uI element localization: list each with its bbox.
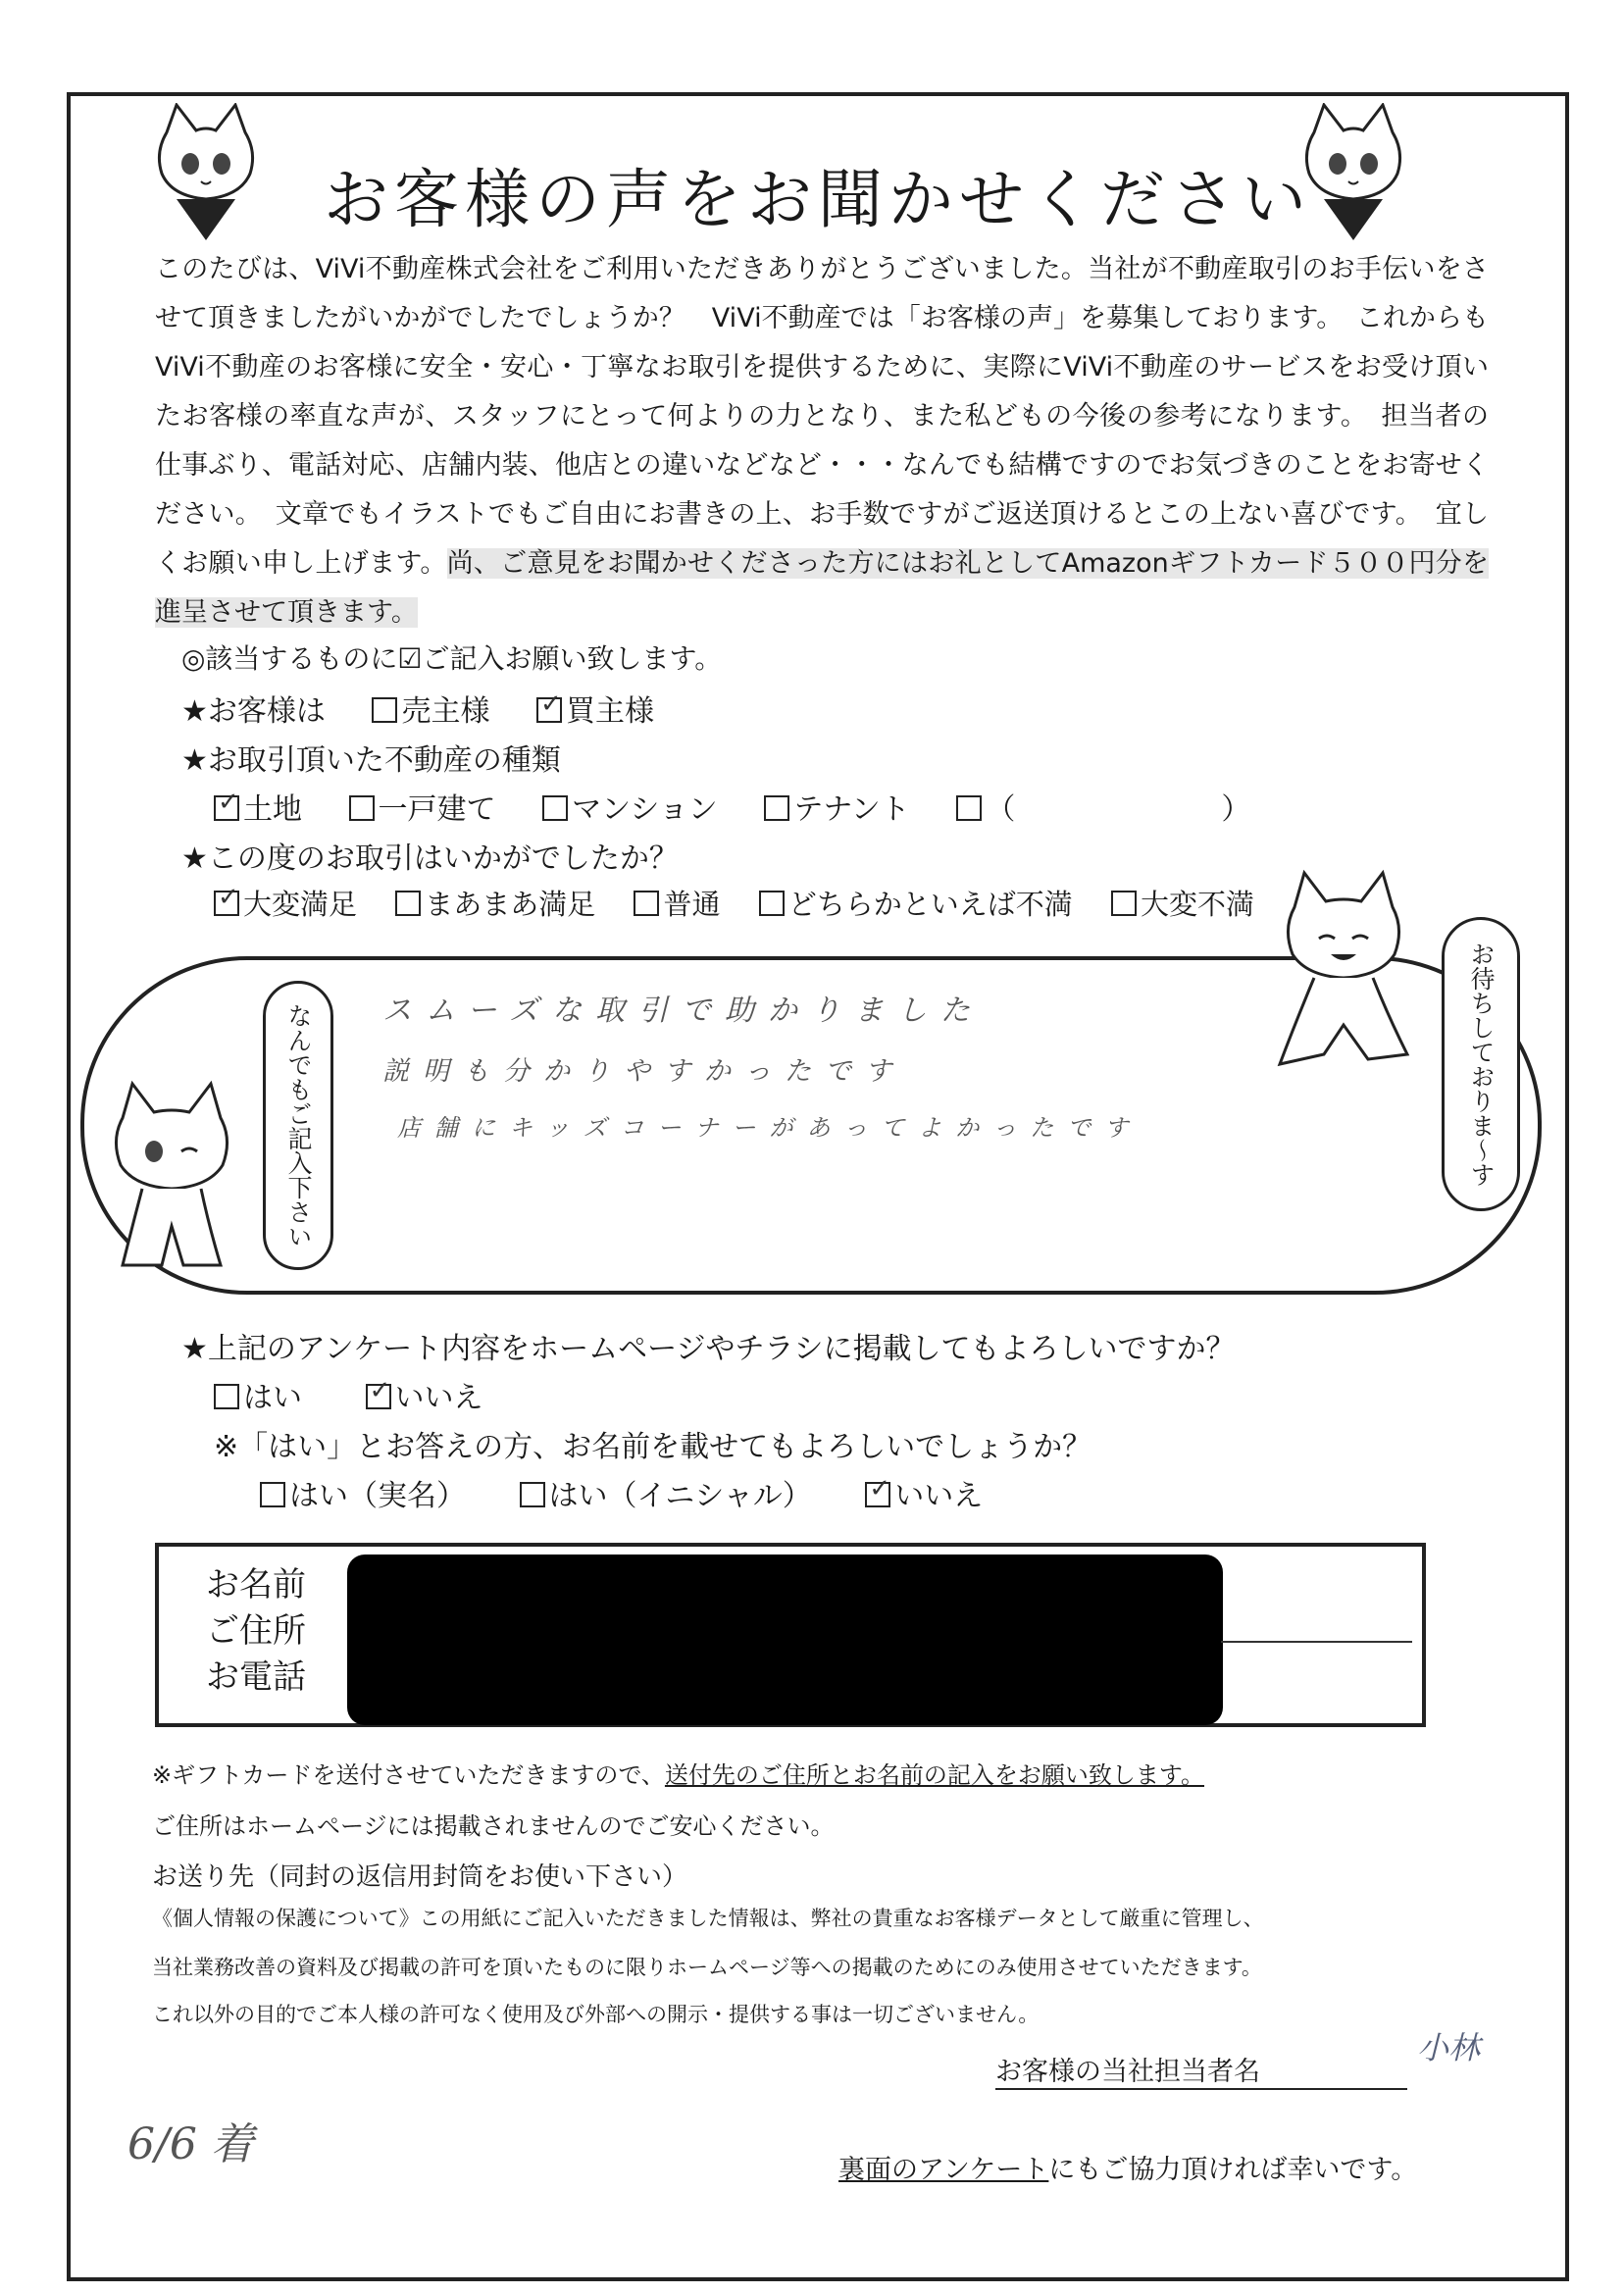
q1-label: ★お客様は xyxy=(181,694,326,729)
q4-label: ★上記のアンケート内容をホームページやチラシに掲載してもよろしいですか？ xyxy=(181,1332,1236,1366)
address-line xyxy=(1221,1641,1412,1643)
privacy-line-3: これ以外の目的でご本人様の許可なく使用及び外部への開示・提供する事は一切ございません。 xyxy=(152,2003,1040,2026)
q5-option-initials[interactable] xyxy=(520,1471,812,1514)
received-date: 6/6 着 xyxy=(127,2119,254,2169)
checkbox-checked[interactable] xyxy=(214,891,239,916)
intro-body: このたびは、ViVi不動産株式会社をご利用いただきありがとうございました。当社が不動産取引のお手伝いをさせて頂きましたがいかがでしたでしょうか？ ViVi不動産では「お客様の声」を募集しております。 これからもViVi不動産のお客様に安全・安心・丁寧なお取引を提供するために、実際にViVi不動産のサービスをお受け頂いたお客様の率直な声が、スタッフにとって何よりの力となり、また私どもの今後の参考になります。 担当者の仕事ぶり、電話対応、店舗内装、他店との違いなどなど・・・なんでも結構ですのでお気づきのことをお寄せください。 文章でもイラストでもご自由にお書きの上、お手数ですがご返送頂けるとこの上ない喜びです。 宜しくお願い申し上げます。 xyxy=(155,254,1489,579)
checkbox[interactable] xyxy=(764,795,789,821)
note-text: ※ギフトカードを送付させていただきますので、 xyxy=(152,1761,665,1789)
cat-mascot-right xyxy=(1260,868,1427,1074)
q1-option-buyer[interactable] xyxy=(536,687,654,730)
q2-option-other[interactable] xyxy=(956,785,1250,828)
q1-option-seller[interactable] xyxy=(372,687,489,730)
checkbox[interactable] xyxy=(956,795,982,821)
cat-mascot-top-left xyxy=(147,103,265,250)
option-label: 一戸建て xyxy=(378,792,496,827)
comment-line-1: スムーズな取引で助かりました xyxy=(382,994,984,1028)
option-label: はい（実名） xyxy=(289,1479,466,1513)
checkbox[interactable] xyxy=(395,891,421,916)
checkbox[interactable] xyxy=(634,891,659,916)
option-label: どちらかといえば不満 xyxy=(787,888,1073,921)
option-label: テナント xyxy=(793,792,910,827)
return-envelope-note: お送り先（同封の返信用封筒をお使い下さい） xyxy=(152,1862,688,1892)
q3-options xyxy=(214,883,1254,923)
option-label: 普通 xyxy=(663,888,721,921)
q2-option-mansion[interactable] xyxy=(542,785,718,828)
option-label: 大変満足 xyxy=(243,888,358,921)
note-underlined: 送付先のご住所とお名前の記入をお願い致します。 xyxy=(664,1761,1205,1789)
staff-name: 小林 xyxy=(1417,2029,1481,2066)
checkbox-checked[interactable] xyxy=(214,795,239,821)
checkbox-checked[interactable] xyxy=(366,1384,391,1409)
q3-label: ★この度のお取引はいかがでしたか？ xyxy=(181,841,679,876)
bubble-left: なんでもご記入下さい xyxy=(263,981,333,1270)
q2-label: ★お取引頂いた不動産の種類 xyxy=(181,743,561,778)
q2-option-land[interactable] xyxy=(214,785,302,828)
q2-option-house[interactable] xyxy=(349,785,496,828)
checkbox[interactable] xyxy=(260,1482,285,1507)
footer-text: にもご協力頂ければ幸いです。 xyxy=(1048,2155,1418,2185)
option-label: まあまあ満足 xyxy=(425,888,596,921)
q3-option-neutral[interactable] xyxy=(634,883,720,923)
checkbox-checked[interactable] xyxy=(536,697,562,723)
gift-card-notice: 尚、ご意見をお聞かせくださった方にはお礼としてAmazonギフトカード５００円分を進呈させて頂きます。 xyxy=(155,548,1489,628)
staff-label: お客様の当社担当者名 xyxy=(995,2050,1407,2090)
redacted-personal-info xyxy=(347,1555,1223,1725)
checkbox[interactable] xyxy=(759,891,785,916)
check-instruction: ◎該当するものに☑ご記入お願い致します。 xyxy=(181,642,723,675)
q5-label: ※「はい」とお答えの方、お名前を載せてもよろしいでしょうか？ xyxy=(214,1430,1092,1464)
q3-option-very-satisfied[interactable] xyxy=(214,883,357,923)
checkbox[interactable] xyxy=(1111,891,1137,916)
checkbox[interactable] xyxy=(520,1482,545,1507)
q5-options xyxy=(260,1471,1020,1514)
option-label: 売主様 xyxy=(401,694,490,729)
checkbox[interactable] xyxy=(542,795,568,821)
gift-card-note xyxy=(152,1756,1204,1790)
name-label: お名前 xyxy=(206,1565,306,1605)
back-survey-note xyxy=(838,2148,1417,2186)
option-label: 大変不満 xyxy=(1140,888,1254,921)
q5-option-no[interactable] xyxy=(865,1471,983,1514)
q2-options xyxy=(214,785,1288,828)
q1-row xyxy=(181,687,691,730)
q3-option-somewhat-dissatisfied[interactable] xyxy=(759,883,1073,923)
address-label: ご住所 xyxy=(206,1611,306,1651)
privacy-line-1: 《個人情報の保護について》この用紙にご記入いただきました情報は、弊社の貴重なお客様データとして厳重に管理し、 xyxy=(152,1907,1264,1930)
q3-option-satisfied[interactable] xyxy=(395,883,595,923)
option-label: （ ） xyxy=(986,792,1251,827)
option-label: 買主様 xyxy=(566,694,654,729)
privacy-line-2: 当社業務改善の資料及び掲載の許可を頂いたものに限りホームページ等への掲載のためにのみ使用させていただきます。 xyxy=(152,1956,1262,1979)
phone-label: お電話 xyxy=(206,1657,306,1697)
q4-options xyxy=(214,1373,521,1416)
bubble-right: お待ちしておりま～す xyxy=(1442,917,1520,1211)
footer-underlined: 裏面のアンケート xyxy=(838,2155,1049,2185)
q4-option-no[interactable] xyxy=(366,1373,483,1416)
q5-option-real-name[interactable] xyxy=(260,1471,466,1514)
q2-option-tenant[interactable] xyxy=(764,785,910,828)
page-title: お客様の声をお聞かせください xyxy=(324,162,1312,237)
option-label: いいえ xyxy=(894,1479,984,1513)
address-privacy-note: ご住所はホームページには掲載されませんのでご安心ください。 xyxy=(152,1812,835,1840)
q4-option-yes[interactable] xyxy=(214,1373,302,1416)
option-label: はい（イニシャル） xyxy=(548,1479,812,1513)
checkbox[interactable] xyxy=(349,795,375,821)
q3-option-very-dissatisfied[interactable] xyxy=(1111,883,1254,923)
option-label: いいえ xyxy=(394,1381,483,1415)
option-label: はい xyxy=(243,1381,302,1415)
option-label: マンション xyxy=(572,792,718,827)
checkbox[interactable] xyxy=(372,697,397,723)
intro-text xyxy=(155,245,1489,637)
checkbox[interactable] xyxy=(214,1384,239,1409)
cat-mascot-top-right xyxy=(1294,103,1412,250)
comment-line-2: 説明も分かりやすかったです xyxy=(382,1056,905,1087)
comment-line-3: 店舗にキッズコーナーがあってよかったです xyxy=(397,1114,1142,1142)
cat-mascot-left xyxy=(93,1079,250,1275)
option-label: 土地 xyxy=(243,792,302,827)
checkbox-checked[interactable] xyxy=(865,1482,890,1507)
